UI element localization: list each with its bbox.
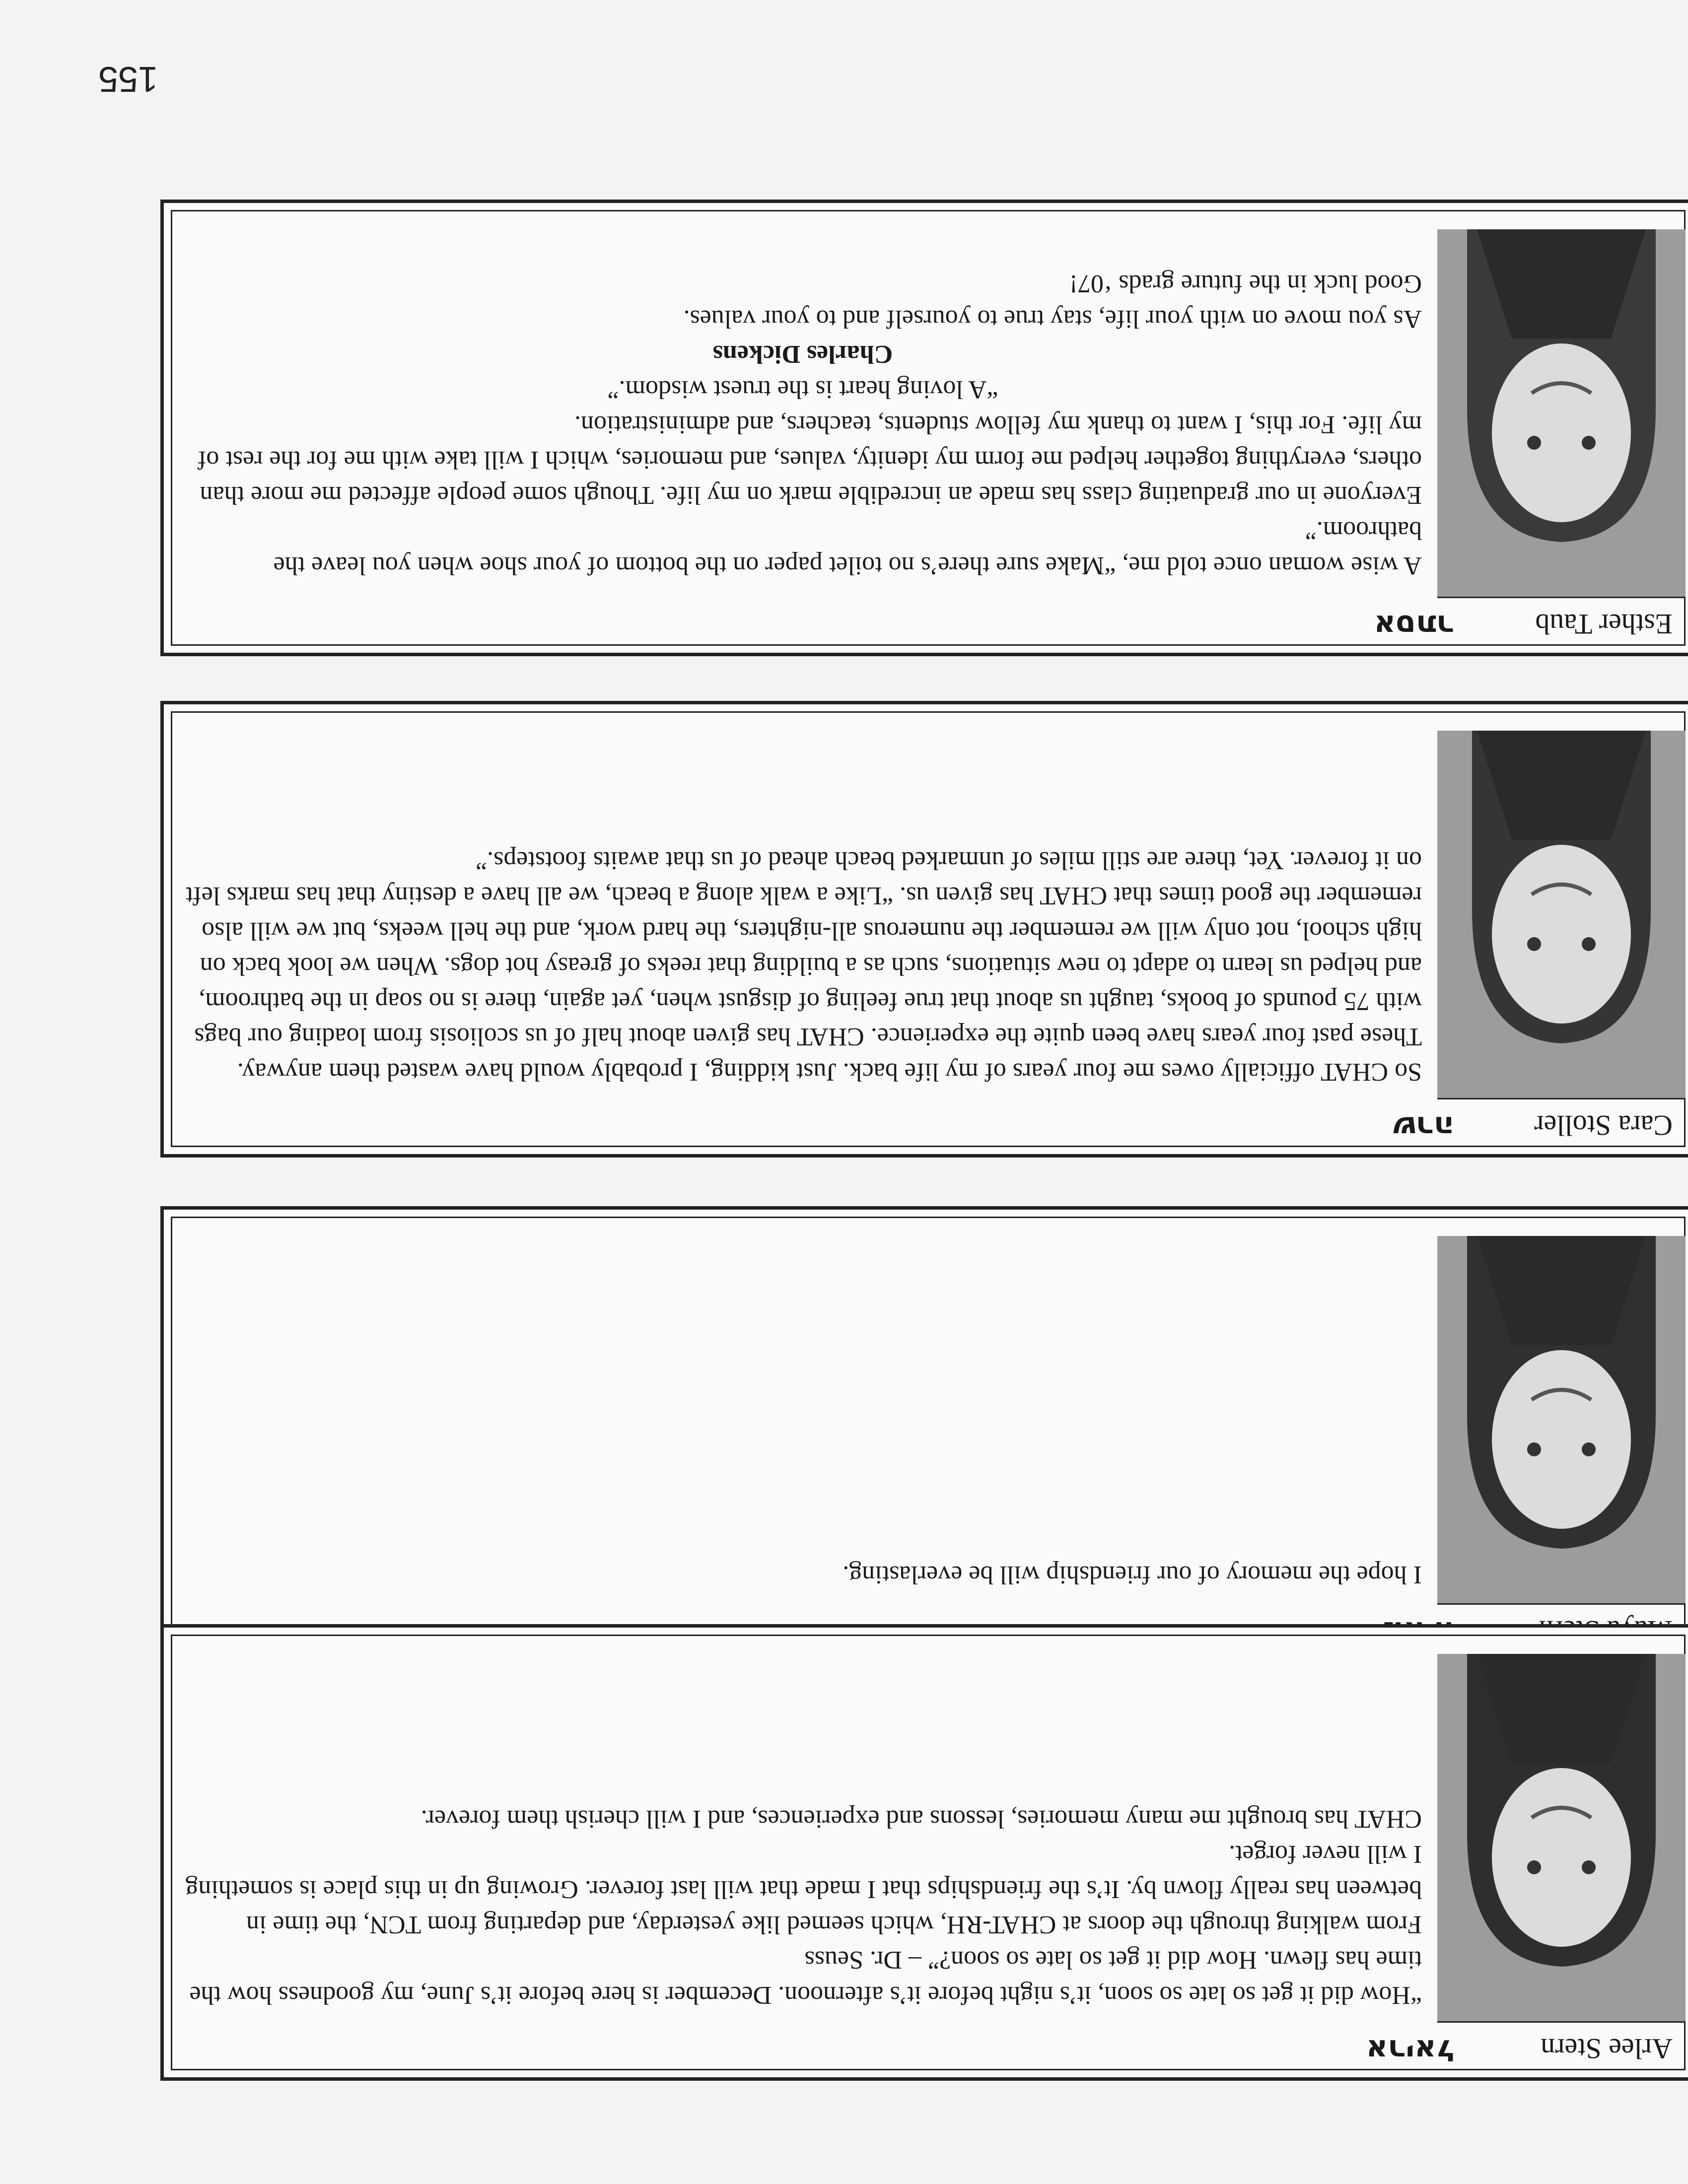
paragraph: A wise woman once told me, “Make sure there’s no toilet paper on the bottom of your shoe when you leave the bathroom.” [273, 516, 1422, 580]
hebrew-name: אסתר [1374, 608, 1454, 643]
quote: “A loving heart is the truest wisdom.” [607, 375, 998, 404]
paragraph: I hope the memory of our friendship will be everlasting. [843, 1561, 1422, 1589]
senior-entry-esther-taub [160, 200, 1688, 656]
paragraph: Good luck in the future grads ‘07! [1069, 270, 1422, 298]
entry-text [184, 1557, 1422, 1592]
student-photo [1437, 1654, 1686, 2023]
student-name: Arlee Stern [1541, 2033, 1673, 2065]
entry-text [184, 1801, 1422, 2013]
entry-text [184, 266, 1422, 583]
paragraph: “How did it get so late so soon, it’s night before it’s afternoon. December is here before it’s June, my goodness how the time has flewn. How did it get so late so soon?” – Dr. Seuss [189, 1946, 1422, 2009]
paragraph: Everyone in our graduating class has made an incredible mark on my life. Though some people affected me more than others, everything together helped me form my idenity, values, and memories, which I will take with me for the rest of my life. For this, I want to thank my fellow students, teachers, and administration. [198, 410, 1422, 509]
name-line [164, 598, 1688, 653]
paragraph: So CHAT officially owes me four years of my life back. Just kidding, I probably would have wasted them anyway. These past four years have been quite the experience. CHAT has given about half of us scoliosis from loading our bags with 75 pounds of books, taught us about that true feeling of disgust when, yet again, there is no soap in the bathroom, and helped us learn to adapt to new situations, such as a building that reeks of greasy hot dogs. When we look back on high school, not only will we remember the numerous all-nighters, the hard work, and the hell weeks, but we will also remember the good times that CHAT has given us. “Like a walk along a beach, we all have a destiny that has marks left on it forever. Yet, there are still miles of unmarked beach ahead of us that awaits footsteps.” [186, 846, 1422, 1086]
page-number: 155 [98, 59, 158, 99]
name-line [164, 2023, 1688, 2077]
student-photo [1437, 731, 1686, 1099]
paragraph: CHAT has brought me many memories, lessons and experiences, and I will cherish them forever. [421, 1805, 1422, 1833]
senior-entry-cara-stoller [160, 701, 1688, 1158]
hebrew-name: שרה [1393, 1109, 1454, 1144]
paragraph: As you move on with your life, stay true to yourself and to your values. [683, 305, 1422, 333]
student-photo [1437, 229, 1686, 598]
student-name: Esther Taub [1535, 608, 1673, 640]
quote-author: Charles Dickens [712, 340, 893, 368]
paragraph: From walking through the doors at CHAT-RH, which seemed like yesterday, and departing from TCN, the time in between has really flown by. It’s the friendships that I made that will last forever. Growing up in this place is something I will never forget. [185, 1840, 1422, 1939]
senior-entry-maya-stern [160, 1206, 1688, 1663]
entry-text [184, 843, 1422, 1090]
senior-entry-arlee-stern [160, 1624, 1688, 2081]
student-name: Cara Stoller [1534, 1109, 1673, 1142]
student-photo [1437, 1236, 1686, 1605]
hebrew-name: אריאל [1366, 2033, 1454, 2067]
name-line [164, 1099, 1688, 1154]
